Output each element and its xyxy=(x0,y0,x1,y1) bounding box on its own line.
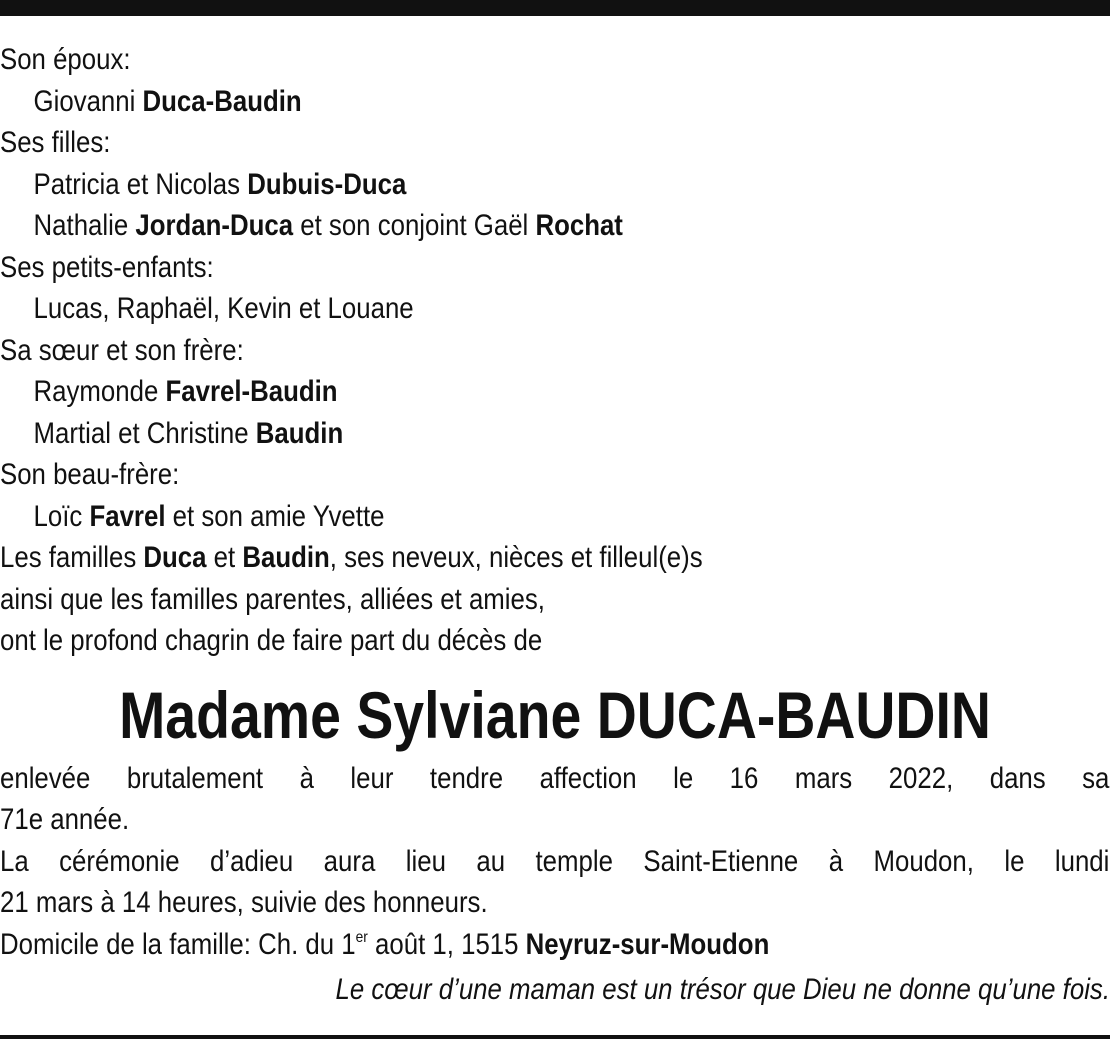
top-border-rule xyxy=(0,0,1110,16)
families-line: Les familles Duca et Baudin, ses neveux, nièces et filleul(e)s xyxy=(0,541,703,574)
relation-label-daughters: Ses filles: xyxy=(0,126,111,159)
relation-label-grandchildren: Ses petits-enfants: xyxy=(0,250,214,284)
passing-text-line-1: enlevée brutalement à leur tendre affection le 16 mars 2022, dans sa xyxy=(0,761,1110,795)
ceremony-text-line-1: La cérémonie d’adieu aura lieu au temple Saint-Etienne à Moudon, le lundi xyxy=(0,844,1110,878)
relative-entry-brother-in-law: Loïc Favrel et son amie Yvette xyxy=(33,499,385,533)
relative-entry-daughter-2: Nathalie Jordan-Duca et son conjoint Gaël Rochat xyxy=(33,209,623,242)
deceased-name-heading: Madame Sylviane DUCA-BAUDIN xyxy=(119,677,991,752)
relative-entry-grandchildren: Lucas, Raphaël, Kevin et Louane xyxy=(33,292,414,325)
bottom-border-rule xyxy=(0,1035,1110,1039)
ceremony-text-line-2: 21 mars à 14 heures, suivie des honneurs. xyxy=(0,886,488,919)
relative-entry-spouse: Giovanni Duca-Baudin xyxy=(33,84,302,118)
passing-text-line-2: 71e année. xyxy=(0,803,130,836)
allied-families-line: ainsi que les familles parentes, alliées et amies, xyxy=(0,582,545,616)
relative-entry-sister: Raymonde Favrel-Baudin xyxy=(33,375,338,408)
relation-label-spouse: Son époux: xyxy=(0,43,131,76)
obituary-notice xyxy=(0,39,1110,1015)
announcement-line: ont le profond chagrin de faire part du décès de xyxy=(0,624,543,657)
relative-entry-brother: Martial et Christine Baudin xyxy=(33,416,344,450)
closing-quote: Le cœur d’une maman est un trésor que Dieu ne donne qu’une fois. xyxy=(335,973,1110,1006)
domicile-line: Domicile de la famille: Ch. du 1er août 1, 1515 Neyruz-sur-Moudon xyxy=(0,927,770,961)
relative-entry-daughter-1: Patricia et Nicolas Dubuis-Duca xyxy=(33,167,407,201)
relation-label-brother-in-law: Son beau-frère: xyxy=(0,458,180,491)
relation-label-siblings: Sa sœur et son frère: xyxy=(0,333,244,367)
